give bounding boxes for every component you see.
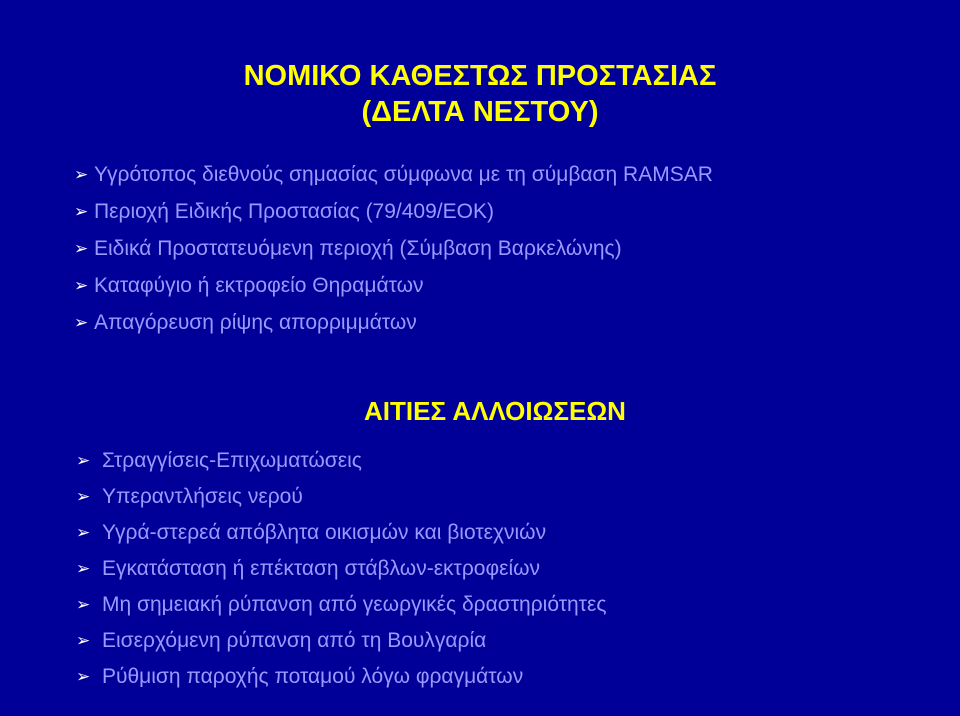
list-item xyxy=(76,587,606,623)
list-item xyxy=(76,551,606,587)
list-item-text: Υγρότοπος διεθνούς σημασίας σύμφωνα με τη σύμβαση RAMSAR xyxy=(94,163,713,186)
arrowhead-bullet-icon: ➢ xyxy=(76,559,91,578)
protection-status-list xyxy=(74,156,713,341)
list-item-text: Στραγγίσεις-Επιχωματώσεις xyxy=(102,449,362,472)
list-item-text: Εγκατάσταση ή επέκταση στάβλων-εκτροφείων xyxy=(102,557,541,580)
list-item xyxy=(74,230,713,267)
arrowhead-bullet-icon: ➢ xyxy=(74,239,89,258)
causes-list xyxy=(76,443,606,695)
list-item xyxy=(76,623,606,659)
list-item xyxy=(76,443,606,479)
list-item-text: Μη σημειακή ρύπανση από γεωργικές δραστηριότητες xyxy=(102,593,607,616)
list-item-text: Υπεραντλήσεις νερού xyxy=(102,485,303,508)
arrowhead-bullet-icon: ➢ xyxy=(76,595,91,614)
list-item xyxy=(76,479,606,515)
arrowhead-bullet-icon: ➢ xyxy=(74,276,89,295)
arrowhead-bullet-icon: ➢ xyxy=(76,451,91,470)
list-item-text: Ρύθμιση παροχής ποταμού λόγω φραγμάτων xyxy=(102,665,524,688)
arrowhead-bullet-icon: ➢ xyxy=(74,202,89,221)
list-item xyxy=(76,515,606,551)
list-item-text: Καταφύγιο ή εκτροφείο Θηραμάτων xyxy=(94,274,424,297)
arrowhead-bullet-icon: ➢ xyxy=(76,631,91,650)
list-item xyxy=(74,156,713,193)
list-item xyxy=(76,659,606,695)
page-title: ΝΟΜΙΚΟ ΚΑΘΕΣΤΩΣ ΠΡΟΣΤΑΣΙΑΣ xyxy=(243,60,717,92)
list-item-text: Εισερχόμενη ρύπανση από τη Βουλγαρία xyxy=(102,629,487,652)
arrowhead-bullet-icon: ➢ xyxy=(76,667,91,686)
arrowhead-bullet-icon: ➢ xyxy=(76,523,91,542)
list-item xyxy=(74,193,713,230)
arrowhead-bullet-icon: ➢ xyxy=(74,165,89,184)
causes-section-title: ΑΙΤΙΕΣ ΑΛΛΟΙΩΣΕΩΝ xyxy=(364,396,626,426)
list-item xyxy=(74,304,713,341)
list-item xyxy=(74,267,713,304)
page-subtitle: (ΔΕΛΤΑ ΝΕΣΤΟΥ) xyxy=(361,96,599,128)
list-item-text: Υγρά-στερεά απόβλητα οικισμών και βιοτεχνιών xyxy=(102,521,547,544)
arrowhead-bullet-icon: ➢ xyxy=(74,313,89,332)
arrowhead-bullet-icon: ➢ xyxy=(76,487,91,506)
list-item-text: Περιοχή Ειδικής Προστασίας (79/409/ΕΟΚ) xyxy=(94,200,494,223)
list-item-text: Ειδικά Προστατευόμενη περιοχή (Σύμβαση Βαρκελώνης) xyxy=(94,237,622,260)
list-item-text: Απαγόρευση ρίψης απορριμμάτων xyxy=(94,311,417,334)
